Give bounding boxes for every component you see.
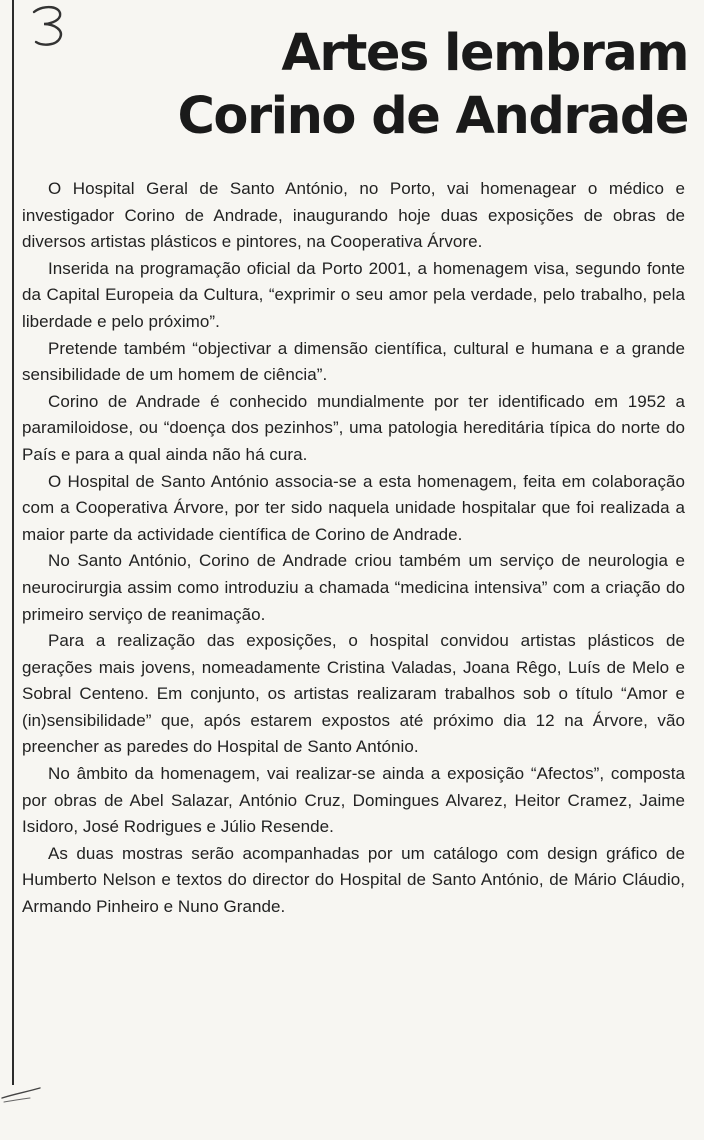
- article-paragraph: No Santo António, Corino de Andrade criou também um serviço de neurologia e neurocirurgia assim como introduziu a chamada “medicina intensiva” com a criação do primeiro serviço de reanimação.: [22, 551, 685, 624]
- article-body: [22, 176, 685, 921]
- article-paragraph: Corino de Andrade é conhecido mundialmente por ter identificado em 1952 a paramiloidose, ou “doença dos pezinhos”, uma patologia hereditária típica do norte do País e para a qual ainda não há cura.: [22, 391, 685, 464]
- article-headline: [128, 22, 688, 148]
- article-paragraph: As duas mostras serão acompanhadas por um catálogo com design gráfico de Humberto Nelson e textos do director do Hospital de Santo António, de Mário Cláudio, Armando Pinheiro e Nuno Grande.: [22, 843, 685, 917]
- headline-line-2: Corino de Andrade: [177, 87, 688, 146]
- article-paragraph: Pretende também “objectivar a dimensão científica, cultural e humana e a grande sensibilidade de um homem de ciência”.: [22, 338, 685, 385]
- pen-scribble-mark: [0, 1078, 60, 1108]
- handwritten-page-number: [18, 2, 78, 50]
- headline-line-1: Artes lembram: [281, 24, 688, 83]
- article-paragraph: Inserida na programação oficial da Porto 2001, a homenagem visa, segundo fonte da Capital Europeia da Cultura, “exprimir o seu amor pela verdade, pelo trabalho, pela liberdade e pelo próximo”.: [22, 258, 685, 331]
- article-paragraph: O Hospital Geral de Santo António, no Porto, vai homenagear o médico e investigador Corino de Andrade, inaugurando hoje duas exposições de obras de diversos artistas plásticos e pintores, na Cooperativa Árvore.: [22, 179, 685, 252]
- article-paragraph: Para a realização das exposições, o hospital convidou artistas plásticos de gerações mais jovens, nomeadamente Cristina Valadas, Joana Rêgo, Luís de Melo e Sobral Centeno. Em conjunto, os artistas realizaram trabalhos sob o título “Amor e (in)sensibilidade” que, após estarem expostos até próximo dia 12 na Árvore, vão preencher as paredes do Hospital de Santo António.: [22, 631, 685, 757]
- article-paragraph: O Hospital de Santo António associa-se a esta homenagem, feita em colaboração com a Cooperativa Árvore, por ter sido naquela unidade hospitalar que foi realizada a maior parte da actividade científica de Corino de Andrade.: [22, 471, 685, 544]
- handwritten-page-number-text: 3: [18, 2, 19, 3]
- page-edge-rule: [12, 0, 14, 1085]
- article-paragraph: No âmbito da homenagem, vai realizar-se ainda a exposição “Afectos”, composta por obras de Abel Salazar, António Cruz, Domingues Alvarez, Heitor Cramez, Jaime Isidoro, José Rodrigues e Júlio Resende.: [22, 764, 685, 837]
